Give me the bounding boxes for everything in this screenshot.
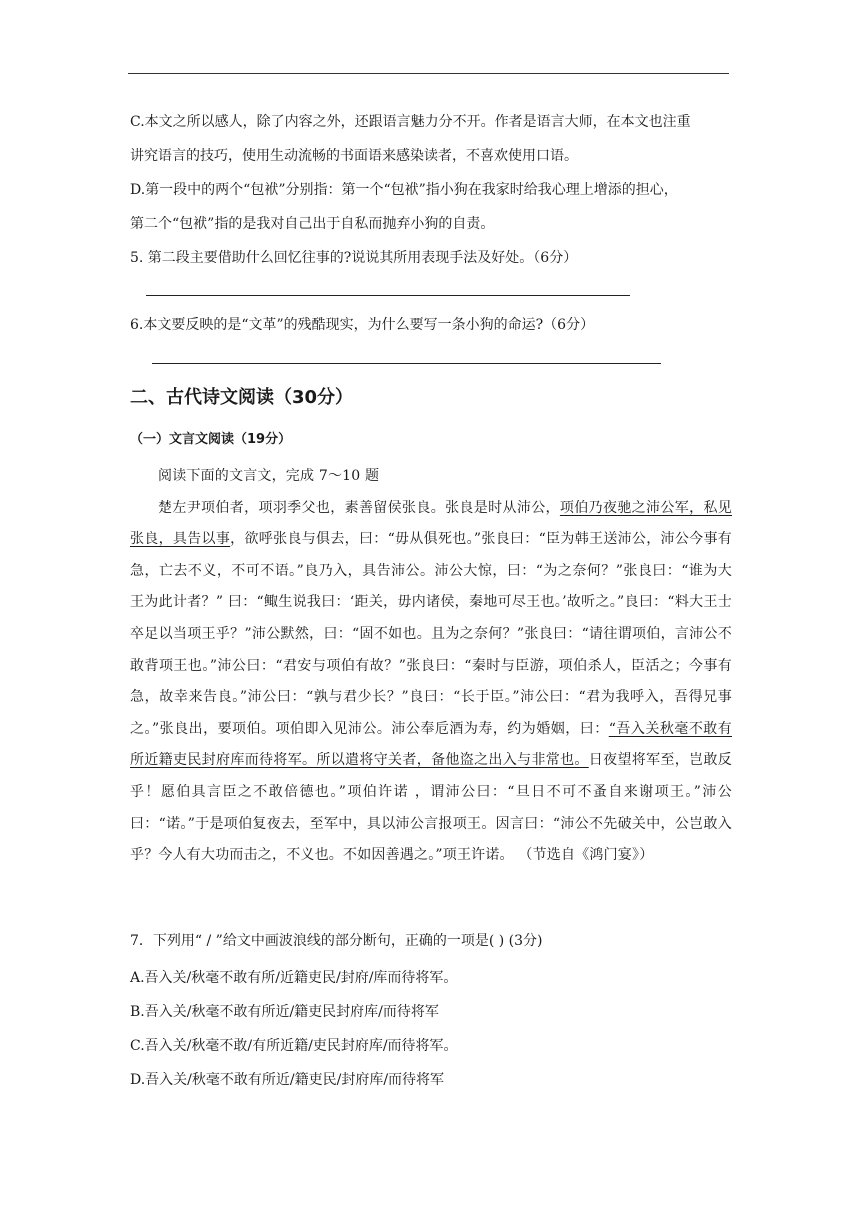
passage-body <box>130 493 732 872</box>
wavy-underlined-text: “吾入关秋毫不敢有所近籍吏民封府库而待将军。所以遣将守关者，备他盗之出入与非常也。 <box>130 720 732 769</box>
option-d-line1: D.第一段中的两个“包袱”分别指：第一个“包袱”指小狗在我家时给我心理上增添的担心， <box>130 182 678 198</box>
q7-option-c: C.吾入关/秋毫不敢/有所近籍/吏民封府库/而待将军。 <box>130 1038 458 1054</box>
q7-option-d: D.吾入关/秋毫不敢有所近/籍吏民/封府库/而待将军 <box>130 1072 445 1088</box>
option-c-line2: 讲究语言的技巧，使用生动流畅的书面语来感染读者，不喜欢使用口语。 <box>130 148 578 164</box>
passage-text-1: 楚左尹项伯者，项羽季父也，素善留侯张良。张良是时从沛公， <box>158 499 560 516</box>
q7-option-a: A.吾入关/秋毫不敢有所/近籍吏民/封府/库而待将军。 <box>130 970 458 986</box>
passage-text-3: 日夜望将军至，岂敢反乎！愿伯具言臣之不敢倍德也。”项伯许诺 ，谓沛公曰：“旦日不可不蚤自来谢项王。”沛公曰：“诺。”于是项伯复夜去，至军中，具以沛公言报项王。因言曰：“沛公不先破关中，公岂敢入乎？今人有大功而击之，不义也。不如因善遇之。”项王许诺。 （节选自《鸿门宴》） <box>130 752 732 864</box>
q7-option-b: B.吾入关/秋毫不敢有所近/籍吏民封府库/而待将军 <box>130 1004 439 1020</box>
classical-passage <box>130 461 732 872</box>
section-title: 二、古代诗文阅读（30分） <box>130 387 354 408</box>
option-c-line1: C.本文之所以感人，除了内容之外，还跟语言魅力分不开。作者是语言大师，在本文也注重 <box>130 114 691 130</box>
option-d-line2: 第二个“包袱”指的是我对自己出于自私而抛弃小狗的自责。 <box>130 216 495 232</box>
header-rule <box>128 73 729 74</box>
instruction: 阅读下面的文言文，完成 7～10 题 <box>158 468 380 484</box>
question-5: 5. 第二段主要借助什么回忆往事的?说说其所用表现手法及好处。（6分） <box>130 250 578 266</box>
passage-text-2: ，欲呼张良与俱去，曰：“毋从俱死也。”张良曰：“臣为韩王送沛公，沛公今事有急，亡去不义，不可不语。”良乃入，具告沛公。沛公大惊，曰：“为之奈何？”张良曰：“谁为大王为此计者？” 曰：“鲰生说我曰：‘距关，毋内诸侯，秦地可尽王也。’故听之。”良曰：“料大王士卒足以当项王乎？”沛公默然，曰：“固不如也。且为之奈何？”张良曰：“请往谓项伯，言沛公不敢背项王也。”沛公曰：“君安与项伯有故？”张良曰：“秦时与臣游，项伯杀人，臣活之；今事有急，故幸来告良。”沛公曰：“孰与君少长？”良曰：“长于臣。”沛公曰：“君为我呼入，吾得兄事之。”张良出，要项伯。项伯即入见沛公。沛公奉卮酒为寿，约为婚姻，曰： <box>130 531 732 737</box>
q7-emphasis: 正确 · · <box>405 933 433 949</box>
q7-stem-c: 的一项是( ) (3分) <box>432 933 543 949</box>
subsection-title: （一）文言文阅读（19分） <box>130 432 292 447</box>
answer-line-q6[interactable] <box>152 363 661 364</box>
question-6: 6.本文要反映的是“文革”的残酷现实，为什么要写一条小狗的命运?（6分） <box>130 317 595 333</box>
answer-line-q5[interactable] <box>146 295 630 296</box>
underlined-text-1: 项伯乃夜驰之沛公军，私见张良，具告以事 <box>130 499 732 548</box>
q7-stem-a: 7．下列用“ / ”给文中画波浪线的部分断句， <box>130 933 405 949</box>
question-7 <box>130 924 730 958</box>
